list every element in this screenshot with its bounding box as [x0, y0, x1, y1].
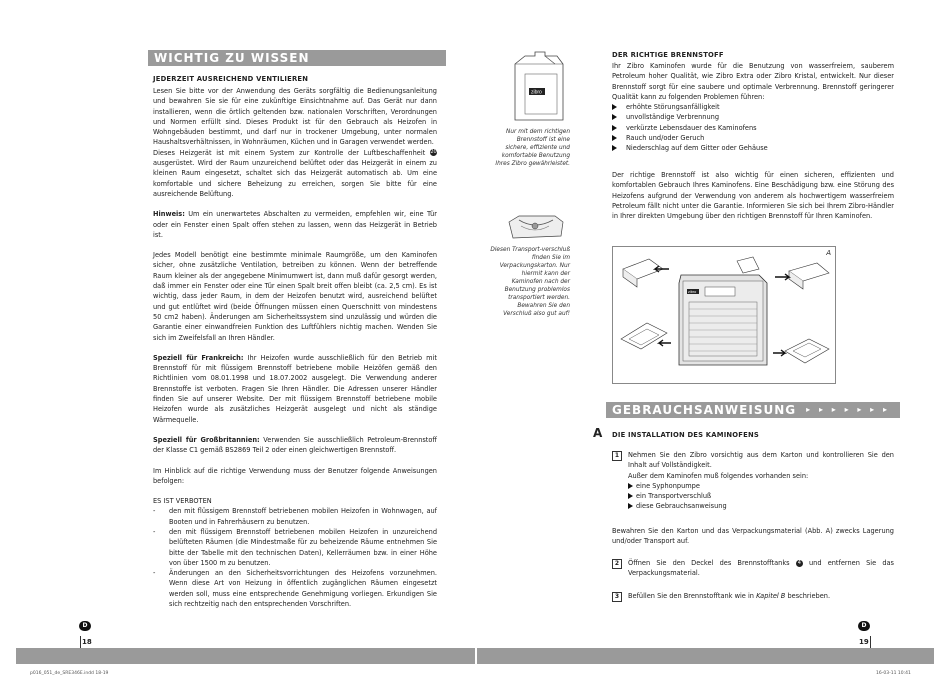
step-number: 3 — [612, 592, 622, 602]
step-number: 2 — [612, 559, 622, 569]
heater-unpacking-illustration — [613, 247, 835, 383]
left-page-header: WICHTIG ZU WISSEN — [148, 50, 446, 66]
list-item: - Änderungen an den Sicherheitsvorrichtungen des Heizofens vorzunehmen. Wenn diese Art von Heizung in öffentlich zugänglichen Räumen eingesetzt werden soll, muss eine entsprechende Genehmigung vorliegen. Erkundigen Sie sich rechtzeitig nach den entsprechenden Vorschriften. — [153, 569, 437, 609]
arrow-bullet-icon — [612, 135, 617, 141]
list-item: ein Transportverschluß — [628, 491, 894, 501]
page-number: 18 — [82, 638, 92, 646]
note-great-britain: Speziell für Großbritannien: Verwenden Sie ausschließlich Petroleum-Brennstoff der Klasse C1 gemäß BS2869 Teil 2 oder einen gleichwertigen Brennstoff. — [153, 435, 437, 455]
fuel-subheading: DER RICHTIGE BRENNSTOFF — [612, 51, 724, 59]
page-number: 19 — [859, 638, 869, 646]
list-item: diese Gebrauchsanweisung — [628, 501, 894, 511]
list-item: unvollständige Verbrennung — [612, 112, 894, 122]
para-air-control: Dieses Heizgerät ist mit einem System zur Kontrolle der Luftbeschaffenheit 20 ausgerüstet. Wird der Raum unzureichend belüftet oder das Heizgerät in einem zu kleinen Raum eingesetzt, schaltet sich das Heizgerät automatisch ab. Um eine komfortable und sichere Beheizung zu erreichen, sorgen Sie bitte für eine ausreichende Belüftung. — [153, 148, 437, 198]
arrow-bullet-icon — [612, 125, 617, 131]
header-arrows: ▸ ▸ ▸ ▸ ▸ ▸ ▸ — [806, 405, 890, 414]
para-instructions: Im Hinblick auf die richtige Verwendung muss der Benutzer folgende Anweisungen befolgen: — [153, 466, 437, 485]
can-logo: zibro — [531, 89, 542, 96]
arrow-bullet-icon — [628, 483, 633, 489]
arrow-bullet-icon — [612, 114, 617, 120]
hinweis-note: Hinweis: Um ein unerwartetes Abschalten zu vermeiden, empfehlen wir, eine Tür oder ein Fenster einen Spalt offen stehen zu lassen, wenn das Heizgerät in Betrieb ist. — [153, 210, 437, 239]
fuel-intro: Ihr Zibro Kaminofen wurde für die Benutzung von wasserfreiem, sauberem Petroleum hoher Qualität, wie Zibro Extra oder Zibro Kristal, entwickelt. Nur dieser Brennstoff sorgt für eine saubere und optimale Verbrennung. Brennstoff geringerer Qualität kann zu folgenden Problemen führen: — [612, 62, 894, 101]
arrow-bullet-icon — [628, 493, 633, 499]
gutter-line — [475, 648, 477, 664]
verboten-title: ES IST VERBOTEN — [153, 497, 212, 506]
fuel-warranty-text: Der richtige Brennstoff ist also wichtig für einen sicheren, effizienten und komfortablen Gebrauch Ihres Kaminofens. Eine Beschädigung bzw. eine Störung des Heizofens aufgrund der Verwendung von anderem als hochwertigem wasserfreiem Petroleum fällt nicht unter die Garantie. Informieren Sie sich bei Ihrem Zibro-Händler in Ihrer direkten Umgebung über den richtigen Brennstoff für Ihren Kaminofen. — [612, 171, 894, 221]
right-footer-band — [477, 648, 934, 664]
left-body — [153, 86, 437, 609]
right-page-header: GEBRAUCHSANWEISUNG ▸ ▸ ▸ ▸ ▸ ▸ ▸ — [606, 402, 900, 418]
figure-a — [612, 246, 836, 384]
list-item: verkürzte Lebensdauer des Kaminofens — [612, 123, 894, 133]
list-item: eine Syphonpumpe — [628, 481, 894, 491]
list-item: Rauch und/oder Geruch — [612, 133, 894, 143]
list-item: - den mit flüssigem Brennstoff betriebenen mobilen Heizofen in Wohnwagen, auf Booten und in Fahrerhäusern zu benutzen. — [153, 507, 437, 526]
note-france: Speziell für Frankreich: Ihr Heizofen wurde ausschließlich für den Betrieb mit Brennstoff für mit flüssigem Brennstoff betriebene mobile Heizöfen gemäß den Richtlinien vom 08.01.1998 und 18.07.2002 ausgelegt. Die Verwendung anderer Brennstoffe ist verboten. Fragen Sie Ihren Händler. Die Adressen unserer Händler finden Sie auf unserer Website. Der mit flüssigem Brennstoff betriebene mobile Heizofen wurde als zusätzliches Heizgerät ausgelegt und nicht als ständige Wärmequelle. — [153, 353, 437, 424]
verboten-list — [153, 506, 437, 609]
list-item: - den mit flüssigem Brennstoff betriebenen mobilen Heizofen in unzureichend belüfteten Räumen (die Mindestmaße für zu beheizende Räume entnehmen Sie bitte der Tabelle mit den technischen Daten), Kellerräumen bzw. in einer Höhe von über 1500 m zu benutzen. — [153, 527, 437, 567]
para-intro: Lesen Sie bitte vor der Anwendung des Geräts sorgfältig die Bedienungsanleitung und bewahren Sie sie für eine zukünftige Einsichtnahme auf. Das Gerät nur dann installieren, wenn die örtlich geltenden bzw. nationalen Vorschriften, Verordnungen und Normen erfüllt sind. Dieses Produkt ist für den Gebrauch als Heizofen in Wohngebäuden bestimmt, und darf nur in trockener Umgebung, unter normalen Haushaltsverhältnissen, in Wohnräumen, Küchen und in Garagen verwendet werden. — [153, 87, 437, 147]
step-2: Öffnen Sie den Deckel des Brennstofftanks 4 und entfernen Sie das Verpackungsmaterial. — [628, 559, 894, 578]
air-control-icon: 20 — [430, 149, 437, 156]
page-number-rule — [870, 636, 871, 648]
step-1: Nehmen Sie den Zibro vorsichtig aus dem Karton und kontrollieren Sie den Inhalt auf Vollständigkeit. Außer dem Kaminofen muß folgendes vorhanden sein: eine Syphonpumpe ein Transportverschluß diese Gebrauchsanweisung — [628, 451, 894, 511]
arrow-bullet-icon — [612, 104, 617, 110]
tank-cap-icon: 4 — [797, 559, 801, 566]
para-room-size: Jedes Modell benötigt eine bestimmte minimale Raumgröße, um den Kaminofen sicher, ohne zusätzliche Ventilation, betreiben zu können. Wenn der betreffende Raum kleiner als der angegebene Minimumwert ist, dann muß dafür gesorgt werden, daß immer ein Fenster oder eine Tür einen Spalt breit offen bleibt (ca. 2,5 cm). Es ist wichtig, dass jeder Raum, in dem der Heizofen benutzt wird, ausreichend belüftet und gut entlüftet wird (beide Öffnungen müssen einen Querschnitt von mindestens 50 cm2 haben). Änderungen am Sicherheitssystem sind unzulässig und würden die Garantie einer einwandfreien Funktion des Luftfühlers nichtig machen. Wenden Sie sich im Zweifelsfall an Ihren Händler. — [153, 251, 437, 342]
left-footer-band — [16, 648, 475, 664]
fuel-can-caption: Nur mit dem richtigen Brennstoff ist eine sichere, effiziente und komfortable Benutzung Ihres Zibro gewährleistet. — [495, 129, 570, 167]
list-item: erhöhte Störungsanfälligkeit — [612, 102, 894, 112]
step-number: 1 — [612, 451, 622, 461]
print-filename: p016_051_de_SRE346E.indd 18-19 — [30, 671, 109, 676]
install-title: DIE INSTALLATION DES KAMINOFENS — [612, 431, 759, 439]
language-badge: D — [858, 621, 870, 631]
section-letter: A — [593, 426, 603, 440]
figure-label: A — [826, 249, 831, 257]
arrow-bullet-icon — [612, 145, 617, 151]
print-date: 16-03-11 10:41 — [876, 671, 911, 676]
fuel-problem-list — [612, 102, 894, 153]
page-number-rule — [80, 636, 81, 648]
fuel-can-illustration — [505, 50, 569, 124]
transport-lock-illustration — [505, 212, 567, 242]
language-badge: D — [79, 621, 91, 631]
transport-lock-caption: Diesen Transport-verschluß finden Sie im Verpackungskarton. Nur hiermit kann der Kaminofen nach der Benutzung problemlos transportiert werden. Bewahren Sie den Verschluß also gut auf! — [490, 247, 570, 317]
step-3: Befüllen Sie den Brennstofftank wie in Kapitel B beschrieben. — [628, 592, 831, 600]
heater-logo: zibro — [688, 290, 697, 295]
ventilation-subheading: JEDERZEIT AUSREICHEND VENTILIEREN — [153, 75, 309, 83]
list-item: Niederschlag auf dem Gitter oder Gehäuse — [612, 143, 894, 153]
keep-packaging-text: Bewahren Sie den Karton und das Verpackungsmaterial (Abb. A) zwecks Lagerung und/oder Transport auf. — [612, 527, 894, 546]
arrow-bullet-icon — [628, 503, 633, 509]
